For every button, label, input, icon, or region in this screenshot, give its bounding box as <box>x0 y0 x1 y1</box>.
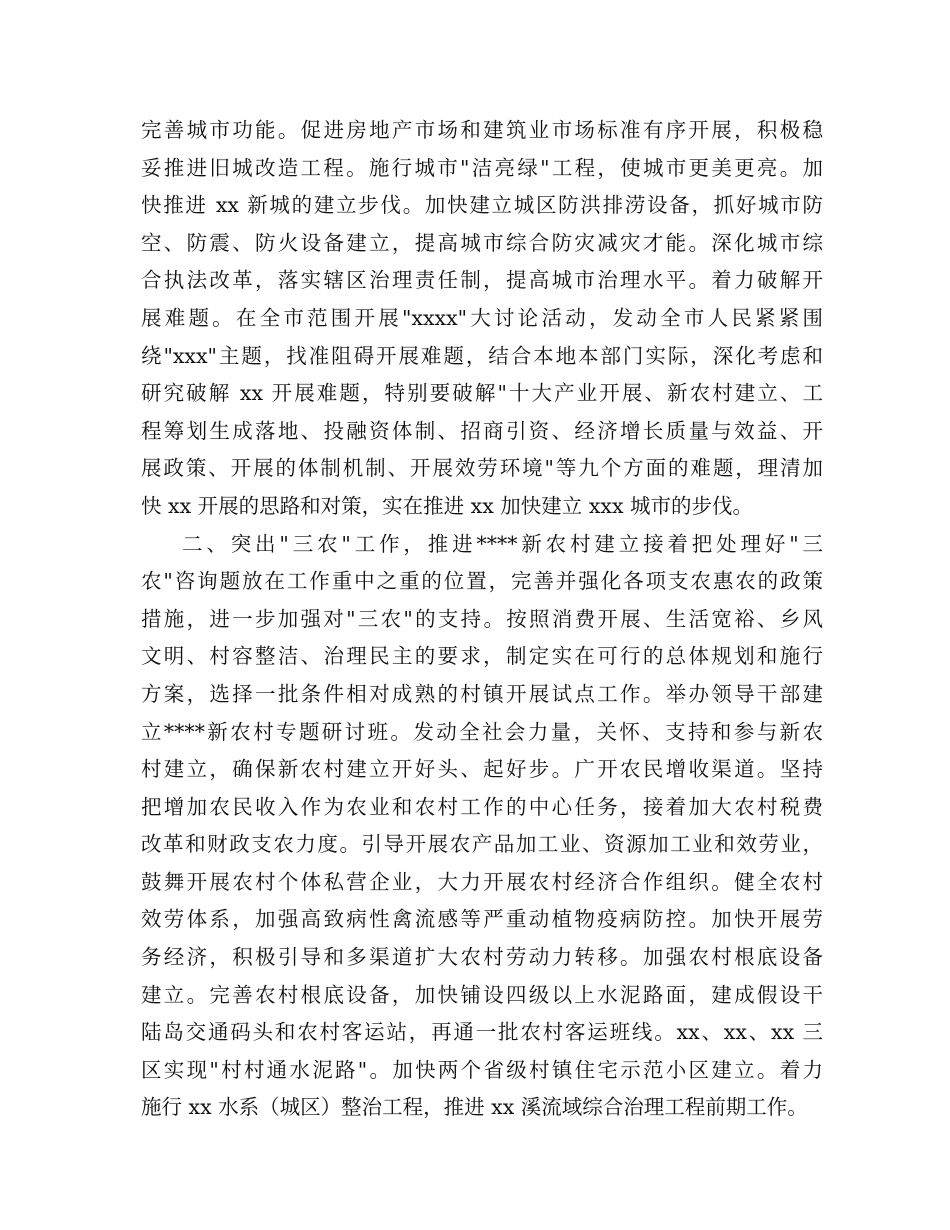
text-line: 空、防震、防火设备建立，提高城市综合防灾减灾才能。深化城市综 <box>141 230 823 255</box>
text-line: 效劳体系，加强高致病性禽流感等严重动植物疫病防控。加快开展劳 <box>141 907 823 932</box>
text-line: 程筹划生成落地、投融资体制、招商引资、经济增长质量与效益、开 <box>141 418 823 443</box>
text-line: 把增加农民收入作为农业和农村工作的中心任务，接着加大农村税费 <box>141 794 823 819</box>
text-line: 村建立，确保新农村建立开好头、起好步。广开农民增收渠道。坚持 <box>141 757 823 782</box>
text-line: 建立。完善农村根底设备，加快铺设四级以上水泥路面，建成假设干 <box>141 982 823 1007</box>
text-line: 妥推进旧城改造工程。施行城市"洁亮绿"工程，使城市更美更亮。加 <box>141 155 823 180</box>
text-line: 区实现"村村通水泥路"。加快两个省级村镇住宅示范小区建立。着力 <box>141 1057 823 1082</box>
text-line: 改革和财政支农力度。引导开展农产品加工业、资源加工业和效劳业， <box>141 832 823 857</box>
text-line: 展难题。在全市范围开展"xxxx"大讨论活动，发动全市人民紧紧围 <box>141 305 823 330</box>
paragraph-three-rural <box>141 526 823 1128</box>
text-line: 快 xx 开展的思路和对策，实在推进 xx 加快建立 xxx 城市的步伐。 <box>141 493 754 518</box>
text-line: 合执法改革，落实辖区治理责任制，提高城市治理水平。着力破解开 <box>141 268 823 293</box>
text-line: 农"咨询题放在工作重中之重的位置，完善并强化各项支农惠农的政策 <box>141 569 823 594</box>
text-line: 快推进 xx 新城的建立步伐。加快建立城区防洪排涝设备，抓好城市防 <box>141 193 823 218</box>
section-heading-line: 二、突出"三农"工作，推进****新农村建立接着把处理好"三 <box>182 531 823 556</box>
text-line: 方案，选择一批条件相对成熟的村镇开展试点工作。举办领导干部建 <box>141 681 823 706</box>
text-line: 研究破解 xx 开展难题，特别要破解"十大产业开展、新农村建立、工 <box>141 381 823 406</box>
text-line: 务经济，积极引导和多渠道扩大农村劳动力转移。加强农村根底设备 <box>141 945 823 970</box>
text-line: 绕"xxx"主题，找准阻碍开展难题，结合本地本部门实际，深化考虑和 <box>141 343 823 368</box>
document-page <box>141 112 823 1127</box>
text-line: 陆岛交通码头和农村客运站，再通一批农村客运班线。xx、xx、xx 三 <box>141 1020 823 1045</box>
text-line: 措施，进一步加强对"三农"的支持。按照消费开展、生活宽裕、乡风 <box>141 606 823 631</box>
text-line: 文明、村容整洁、治理民主的要求，制定实在可行的总体规划和施行 <box>141 644 823 669</box>
text-line: 施行 xx 水系（城区）整治工程，推进 xx 溪流域综合治理工程前期工作。 <box>141 1095 808 1120</box>
text-line: 展政策、开展的体制机制、开展效劳环境"等九个方面的难题，理清加 <box>141 456 823 481</box>
text-line: 立****新农村专题研讨班。发动全社会力量，关怀、支持和参与新农 <box>141 719 823 744</box>
text-line: 鼓舞开展农村个体私营企业，大力开展农村经济合作组织。健全农村 <box>141 869 823 894</box>
text-line: 完善城市功能。促进房地产市场和建筑业市场标准有序开展，积极稳 <box>141 118 823 142</box>
paragraph-city-functions <box>141 112 823 526</box>
